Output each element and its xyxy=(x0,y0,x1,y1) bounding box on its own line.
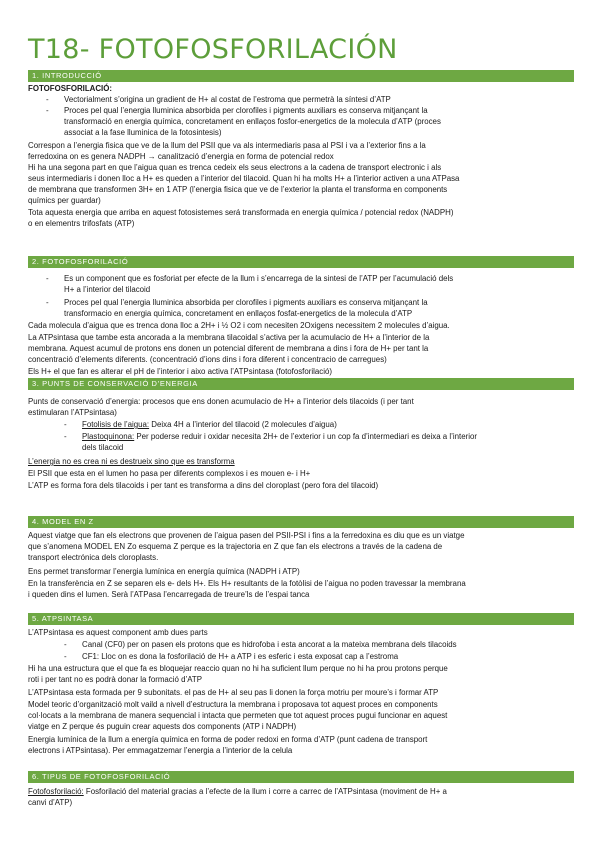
s1-para-2-line2: seus intermediaris i donen lloc a H+ es queden a l’interior del tilacoid. Quan hi ha molts H+ a l’interior activen a una ATPasa xyxy=(28,174,460,183)
s5-para-1: L’ATPsintasa es aquest component amb dues parts xyxy=(28,628,208,637)
plastoquinona-term: Plastoquinona: xyxy=(82,432,135,441)
s1-para-2-line4: químics per guardar) xyxy=(28,196,101,205)
s1-bullet-2-line2: transformació en energia química, concretament en enllaços fosfor-energetics de la molecula d’ATP (proces xyxy=(64,117,441,126)
s5-para-5-line2: electrons i ATPsintasa). Per emmagatzemar l’energia a l’interior de la celula xyxy=(28,746,293,755)
s1-para-2-line3: de membrana que transformen 3H+ en 1 ATP (l’energia fisica que ve de l’exterior la planta el transforma en components xyxy=(28,185,448,194)
section-heading-tipus-fotofosforilacio: 6. TIPUS DE FOTOFOSFORILACIÓ xyxy=(28,771,574,783)
s5-bullet-1: Canal (CF0) per on pasen els protons que es hidrofoba i esta ancorat a la mateixa membrana dels tilacoids xyxy=(82,640,457,649)
s3-para-1-line2: estimularan l’ATPsintasa) xyxy=(28,408,117,417)
s5-para-4-line3: viatge en Z perque és puguin crear aquests dos components (ATP i NADPH) xyxy=(28,722,297,731)
s1-para-3-line1: Tota aquesta energia que arriba en aquest fotosistemes será transformada en energia química / potencial redox (NADPH) xyxy=(28,208,454,217)
s5-para-3: L’ATPsintasa esta formada per 9 subonitats. el pas de H+ al seu pas li donen la força motriu per moure’s i formar ATP xyxy=(28,688,439,697)
s4-para-2: Ens permet transformar l’energia lumínica en energía química (NADPH i ATP) xyxy=(28,567,300,576)
bullet-dash: - xyxy=(46,274,49,283)
s1-bullet-1: Vectorialment s’origina un gradient de H+ al costat de l’estroma que permetrà la síntesi d’ATP xyxy=(64,95,391,104)
s2-para-3: Els H+ el que fan es alterar el pH de l’interior i aixo activa l’ATPsintasa (fotofosforilació) xyxy=(28,367,332,376)
s1-para-3-line2: o en elementrs trifosfats (ATP) xyxy=(28,219,135,228)
s1-para-1-line1: Correspon a l’energia fisica que ve de la llum del PSII que va als intermediaris pasa al PSI i va a l’exterior fins a la xyxy=(28,141,426,150)
s6-para-1-line2: canvi d’ATP) xyxy=(28,798,73,807)
s1-para-2-line1: Hi ha una segona part en que l’aigua quan es trenca cedeix els seus electrons a la cadena de transport electronic i als xyxy=(28,163,442,172)
section-heading-fotofosforilacio: 2. FOTOFOSFORILACIÓ xyxy=(28,256,574,268)
s1-para-1-line2: ferredoxina on es genera NADPH → canalització d’energia en forma de potencial redox xyxy=(28,152,334,161)
bullet-dash: - xyxy=(46,298,49,307)
page-title: T18- FOTOFOSFORILACIÓN xyxy=(28,34,398,65)
s4-para-3-line2: i queden dins el lumen. Serà l’ATPasa l’encarregada de treure’ls de l’espai tanca xyxy=(28,590,310,599)
s3-para-2: L’energia no es crea ni es destrueix sino que es transforma xyxy=(28,457,235,466)
bullet-dash: - xyxy=(64,640,67,649)
s3-para-1-line1: Punts de conservació d’energia: procesos que ens donen acumulacio de H+ a l’interior dels tilacoids (i per tant xyxy=(28,397,414,406)
s3-bullet-plastoquinona-line2: dels tilacoid xyxy=(82,443,124,452)
fotolisis-desc: Deixa 4H a l’interior del tilacoid (2 molecules d’aigua) xyxy=(149,420,337,429)
bullet-dash: - xyxy=(46,95,49,104)
s3-bullet-plastoquinona xyxy=(82,432,574,443)
s1-subheading: FOTOFOSFORILACIÓ: xyxy=(28,84,113,93)
s2-bullet-1-line1: Es un component que es fosforiat per efecte de la llum i s’encarrega de la sintesi de l’ATP per l’acumulació dels xyxy=(64,274,454,283)
fotofosforilacio-desc: Fosforilació del material gracias a l’efecte de la llum i corre a carrec de l’ATPsintasa (moviment de H+ a xyxy=(83,787,447,796)
s4-para-1-line1: Aquest viatge que fan els electrons que provenen de l’aigua pasen del PSII-PSI i fins a la ferredoxina es diu que es un viatge xyxy=(28,531,465,540)
s3-para-4: L’ATP es forma fora dels tilacoids i per tant es transforma a dins del cloroplast (pero fora del tilacoid) xyxy=(28,481,379,490)
s4-para-1-line2: que s’anomena MODEL EN Zo esquema Z perque es la trajectoria en Z que fan els electrons a través de la cadena de xyxy=(28,542,443,551)
s3-para-3: El PSII que esta en el lumen ho pasa per diferents complexos i es mouen e- i H+ xyxy=(28,469,311,478)
s5-bullet-2: CF1: Lloc on es dona la fosforilació de H+ a ATP i es esferic i esta exposat cap a l’estroma xyxy=(82,652,399,661)
s1-bullet-2-line1: Proces pel qual l’energia lluminica absorbida per clorofiles i pigments auxiliars es conserva mitjançant la xyxy=(64,106,428,115)
section-heading-atpsintasa: 5. ATPSINTASA xyxy=(28,613,574,625)
s6-para-1-line1 xyxy=(28,787,574,798)
s4-para-1-line3: transport electrónica dels cloroplasts. xyxy=(28,553,159,562)
s2-bullet-2-line2: transformacio en energia química, concretament en enllaços fosfat-energetics de la molecula d’ATP xyxy=(64,309,413,318)
fotolisis-term: Fotolisis de l’aigua: xyxy=(82,420,150,429)
s3-bullet-fotolisis xyxy=(82,420,574,431)
plastoquinona-desc: Per poderse reduir i oxidar necesita 2H+ de l’exterior i un cop fa d’intermediari es deixa a l’interior xyxy=(134,432,477,441)
s2-bullet-1-line2: H+ a l’interior del tilacoid xyxy=(64,285,151,294)
s4-para-3-line1: En la transferència en Z se separen els e- dels H+. Els H+ resultants de la fotòlisi de l’aigua no poden travessar la membrana xyxy=(28,579,466,588)
bullet-dash: - xyxy=(64,652,67,661)
s2-para-2-line3: concentració d’elements diferents. (concentració d’ions dins i fora diferent i concentracio de carregues) xyxy=(28,355,387,364)
section-heading-introduccio: 1. INTRODUCCIÓ xyxy=(28,70,574,82)
s5-para-4-line1: Model teoric d’organització molt vaild a nivell d’estructura la membrana i proposava tot aquest proces en components xyxy=(28,700,438,709)
bullet-dash: - xyxy=(46,106,49,115)
s1-bullet-2-line3: associat a la fase lluminica de la fotosintesis) xyxy=(64,128,222,137)
s5-para-2-line2: roti i per tant no es podrà donar la formació d’ATP xyxy=(28,675,202,684)
section-heading-punts-conservacio: 3. PUNTS DE CONSERVACIÓ D’ENERGIA xyxy=(28,378,574,390)
s5-para-2-line1: Hi ha una estructura que el que fa es bloquejar reaccio quan no hi ha suficient llum perque no hi ha prou protons perque xyxy=(28,664,448,673)
s2-para-1: Cada molecula d’aigua que es trenca dona lloc a 2H+ i ½ O2 i com necesiten 2Oxigens necessitem 2 molecules d’aigua. xyxy=(28,321,450,330)
s5-para-5-line1: Energia lumínica de la llum a energía química en forma de poder redoxi en forma d’ATP (punt cadena de transport xyxy=(28,735,428,744)
s2-para-2-line2: membrana. Aquest acumul de protons ens donen un potencial diferent de membrana a dins i fora de H+ per tant la xyxy=(28,344,429,353)
section-heading-model-en-z: 4. MODEL EN Z xyxy=(28,516,574,528)
s2-bullet-2-line1: Proces pel qual l’energia lluminica absorbida per clorofiles i pigments auxiliars es conserva mitjançant la xyxy=(64,298,428,307)
fotofosforilacio-term: Fotofosforilació: xyxy=(28,787,84,796)
bullet-dash: - xyxy=(64,420,67,429)
bullet-dash: - xyxy=(64,432,67,441)
s2-para-2-line1: La ATPsintasa que tambe esta ancorada a la membrana tilacoidal s’activa per la acumulacio de H+ a l’interior de la xyxy=(28,333,430,342)
s5-para-4-line2: col·locats a la membrana de manera sequencial i intacta que permeten que tot aquest proces pugui funcionar en aquest xyxy=(28,711,448,720)
